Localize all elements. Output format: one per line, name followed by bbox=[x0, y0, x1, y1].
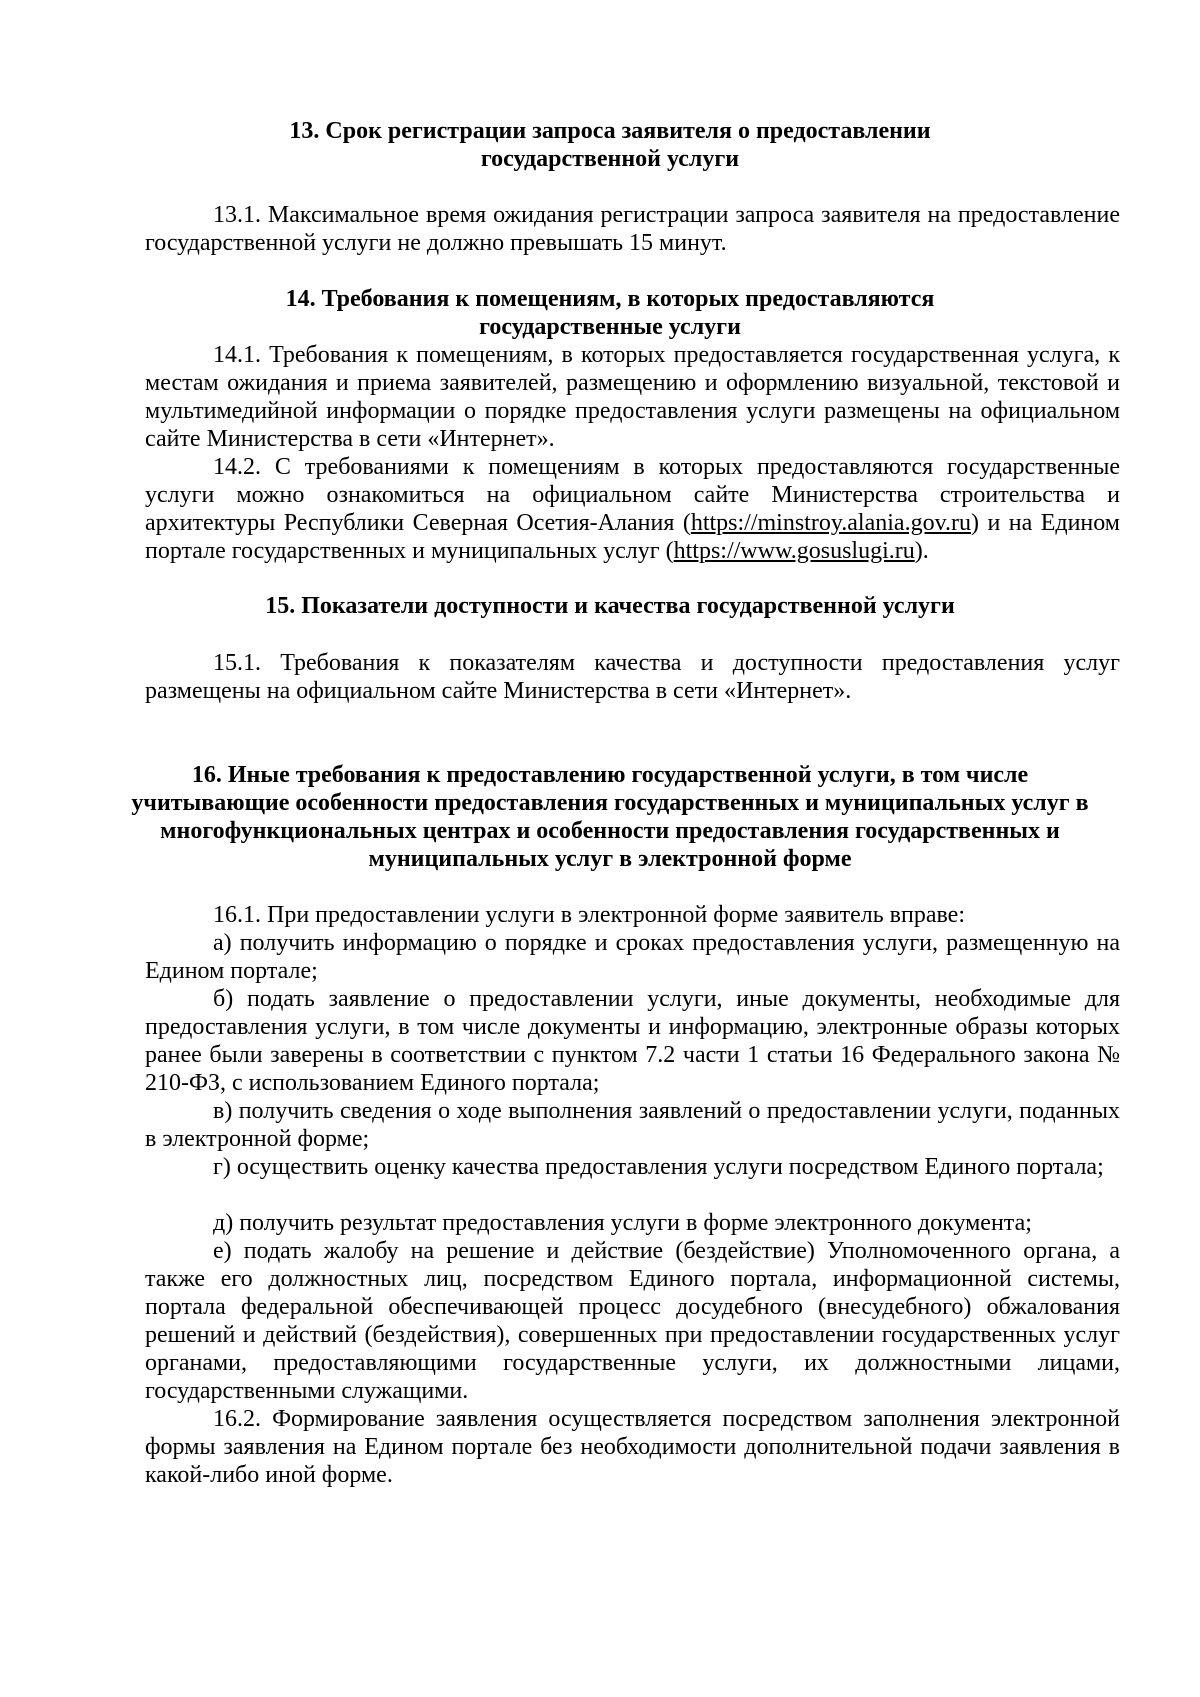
minstroy-link[interactable]: https://minstroy.alania.gov.ru bbox=[690, 510, 971, 536]
section-16-title-line3: многофункциональных центрах и особенности предоставления государственных и bbox=[160, 818, 1060, 844]
paragraph-14-2-text-b: ) и на Едином портале государственных и муниципальных услуг ( bbox=[145, 510, 1120, 564]
gosuslugi-link[interactable]: https://www.gosuslugi.ru bbox=[673, 538, 915, 564]
section-13-title-line2: государственной услуги bbox=[480, 146, 740, 172]
paragraph-16-1-g: г) осуществить оценку качества предоставления услуги посредством Единого портала; bbox=[213, 1154, 1104, 1180]
section-16-title-line2: учитывающие особенности предоставления государственных и муниципальных услуг в bbox=[131, 790, 1089, 816]
paragraph-16-1-a: а) получить информацию о порядке и сроках предоставления услуги, размещенную на Едином портале; bbox=[145, 930, 1120, 984]
paragraph-16-2: 16.2. Формирование заявления осуществляется посредством заполнения электронной формы заявления на Едином портале без необходимости дополнительной подачи заявления в какой-либо иной форме. bbox=[145, 1406, 1120, 1488]
section-16-title-line1: 16. Иные требования к предоставлению государственной услуги, в том числе bbox=[191, 762, 1029, 788]
section-15-heading bbox=[140, 592, 1080, 620]
paragraph-15-1: 15.1. Требования к показателям качества и доступности предоставления услуг размещены на официальном сайте Министерства в сети «Интернет». bbox=[145, 650, 1120, 704]
paragraph-14-2 bbox=[145, 453, 1120, 565]
paragraph-16-1-b: б) подать заявление о предоставлении услуги, иные документы, необходимые для предоставления услуги, в том числе документы и информацию, электронные образы которых ранее были заверены в соответствии с пунктом 7.2 части 1 статьи 16 Федерального закона № 210-ФЗ, с использованием Единого портала; bbox=[145, 986, 1120, 1096]
paragraph-16-1-d: д) получить результат предоставления услуги в форме электронного документа; bbox=[213, 1210, 1032, 1236]
section-14-title-line1: 14. Требования к помещениям, в которых предоставляются bbox=[285, 286, 935, 312]
paragraph-16-1-v: в) получить сведения о ходе выполнения заявлений о предоставлении услуги, поданных в электронной форме; bbox=[145, 1098, 1120, 1152]
section-14-title-line2: государственные услуги bbox=[479, 314, 741, 340]
section-16-heading bbox=[130, 761, 1090, 873]
section-16-title-line4: муниципальных услуг в электронной форме bbox=[368, 846, 852, 872]
paragraph-16-1: 16.1. При предоставлении услуги в электронной форме заявитель вправе: bbox=[213, 902, 966, 928]
paragraph-14-2-text-c: ). bbox=[914, 538, 929, 564]
section-13-title-line1: 13. Срок регистрации запроса заявителя о предоставлении bbox=[289, 118, 931, 144]
paragraph-16-1-e: е) подать жалобу на решение и действие (бездействие) Уполномоченного органа, а также его должностных лиц, посредством Единого портала, информационной системы, портала федеральной обеспечивающей процесс досудебного (внесудебного) обжалования решений и действий (бездействия), совершенных при предоставлении государственных услуг органами, предоставляющими государственные услуги, их должностными лицами, государственными служащими. bbox=[145, 1238, 1120, 1404]
paragraph-14-1: 14.1. Требования к помещениям, в которых предоставляется государственная услуга, к местам ожидания и приема заявителей, размещению и оформлению визуальной, текстовой и мультимедийной информации о порядке предоставления услуги размещены на официальном сайте Министерства в сети «Интернет». bbox=[145, 342, 1120, 452]
section-13-heading bbox=[140, 117, 1080, 173]
section-14-heading bbox=[140, 285, 1080, 341]
section-15-title: 15. Показатели доступности и качества государственной услуги bbox=[265, 593, 955, 619]
paragraph-13-1: 13.1. Максимальное время ожидания регистрации запроса заявителя на предоставление государственной услуги не должно превышать 15 минут. bbox=[145, 202, 1120, 256]
paragraph-14-2-text-a: 14.2. С требованиями к помещениям в которых предоставляются государственные услуги можно ознакомиться на официальном сайте Министерства строительства и архитектуры Республики Северная Осетия-Алания ( bbox=[145, 454, 1120, 536]
